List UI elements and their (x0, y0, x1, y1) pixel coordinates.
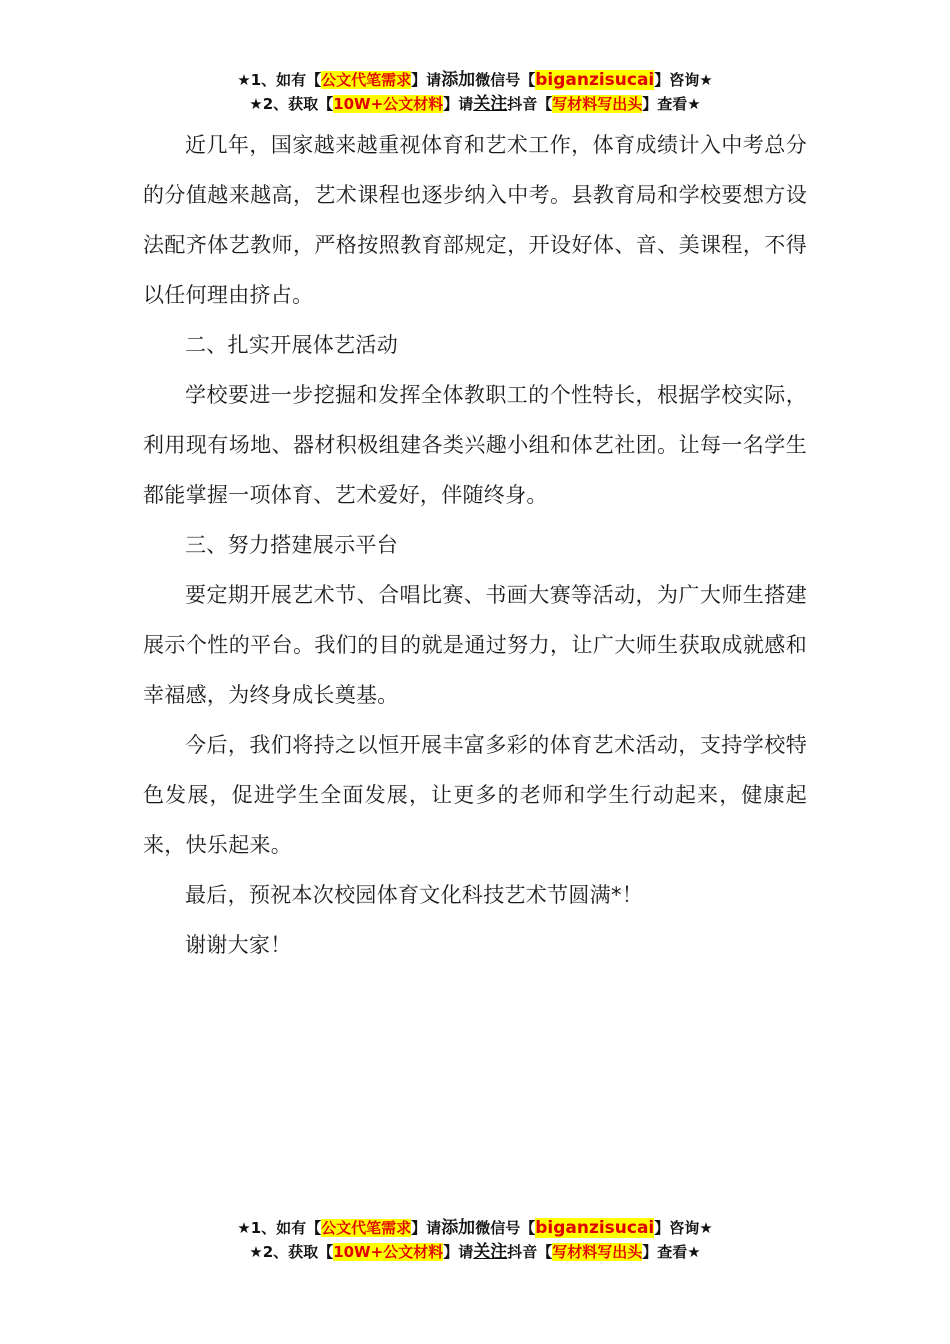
douyin-account: 写材料写出头 (552, 1243, 643, 1261)
section-heading: 三、努力搭建展示平台 (185, 533, 398, 557)
paragraph: 谢谢大家！ (185, 933, 292, 957)
footer-banner (0, 1216, 950, 1264)
paragraph: 最后，预祝本次校园体育文化科技艺术节圆满*！ (185, 883, 644, 907)
service-highlight: 公文代笔需求 (321, 1219, 412, 1237)
douyin-account: 写材料写出头 (552, 95, 643, 113)
footer-line-2: ★2、获取【10W+公文材料】请关注抖音【写材料写出头】查看★ (249, 1242, 701, 1262)
service-highlight: 公文代笔需求 (321, 71, 412, 89)
footer-line-1: ★1、如有【公文代笔需求】请添加微信号【biganzisucai】咨询★ (237, 1218, 713, 1238)
paragraph: 要定期开展艺术节、合唱比赛、书画大赛等活动，为广大师生搭建展示个性的平台。我们的目的就是通过努力，让广大师生获取成就感和幸福感，为终身成长奠基。 (143, 583, 807, 707)
header-line-2: ★2、获取【10W+公文材料】请关注抖音【写材料写出头】查看★ (249, 94, 701, 114)
materials-highlight: 10W+公文材料 (333, 1243, 444, 1261)
wechat-id: biganzisucai (535, 70, 655, 90)
section-heading: 二、扎实开展体艺活动 (185, 333, 398, 357)
header-line-1: ★1、如有【公文代笔需求】请添加微信号【biganzisucai】咨询★ (237, 70, 713, 90)
paragraph: 今后，我们将持之以恒开展丰富多彩的体育艺术活动，支持学校特色发展，促进学生全面发展，让更多的老师和学生行动起来，健康起来，快乐起来。 (143, 733, 807, 857)
document-body (143, 120, 807, 970)
paragraph: 近几年，国家越来越重视体育和艺术工作，体育成绩计入中考总分的分值越来越高，艺术课程也逐步纳入中考。县教育局和学校要想方设法配齐体艺教师，严格按照教育部规定，开设好体、音、美课程，不得以任何理由挤占。 (143, 133, 807, 307)
header-banner (0, 68, 950, 116)
wechat-id: biganzisucai (535, 1218, 655, 1238)
materials-highlight: 10W+公文材料 (333, 95, 444, 113)
paragraph: 学校要进一步挖掘和发挥全体教职工的个性特长，根据学校实际，利用现有场地、器材积极组建各类兴趣小组和体艺社团。让每一名学生都能掌握一项体育、艺术爱好，伴随终身。 (143, 383, 807, 507)
